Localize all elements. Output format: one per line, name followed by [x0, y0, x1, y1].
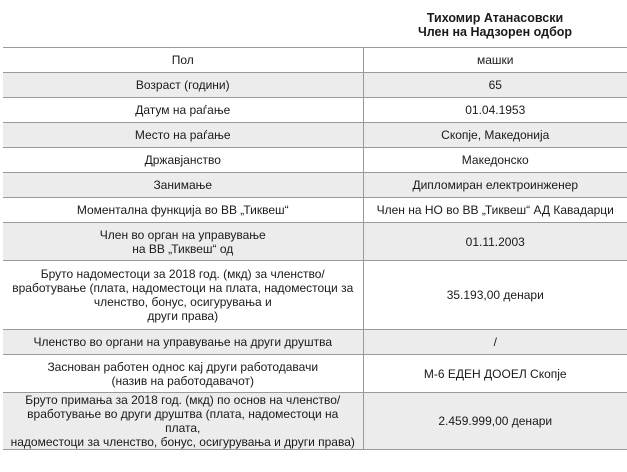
row-label: Занимање — [3, 173, 363, 198]
member-name: Тихомир Атанасовски — [426, 11, 564, 25]
table-row — [3, 48, 627, 73]
row-value: М-6 ЕДЕН ДООЕЛ Скопје — [363, 355, 627, 393]
row-value: машки — [363, 48, 627, 73]
row-value: 65 — [363, 73, 627, 98]
table-row — [3, 355, 627, 393]
table-row — [3, 198, 627, 223]
table-row — [3, 173, 627, 198]
row-label: Бруто примања за 2018 год. (мкд) по основ на членство/ вработување во други друштва (плата, надоместоци на плата, надоместоци за членство, бонус, осигурувања и други права) — [3, 393, 363, 450]
row-label: Членство во органи на управување на други друштва — [3, 330, 363, 355]
row-label: Член во орган на управување на ВВ „Тиквеш“ од — [3, 223, 363, 261]
table-row — [3, 73, 627, 98]
row-label: Место на раѓање — [3, 123, 363, 148]
row-value: / — [363, 330, 627, 355]
row-value: Дипломиран електроинженер — [363, 173, 627, 198]
table-row — [3, 393, 627, 450]
row-value: Член на НО во ВВ „Тиквеш“ АД Кавадарци — [363, 198, 627, 223]
table-row — [3, 123, 627, 148]
row-value: 2.459.999,00 денари — [363, 393, 627, 450]
row-label: Заснован работен однос кај други работодавачи (назив на работодавачот) — [3, 355, 363, 393]
row-value: Македонско — [363, 148, 627, 173]
table-row — [3, 261, 627, 330]
header-empty-cell — [3, 3, 363, 48]
table-row — [3, 330, 627, 355]
table-header-row — [3, 3, 627, 48]
board-member-profile-table — [3, 3, 627, 450]
row-label: Бруто надоместоци за 2018 год. (мкд) за членство/ вработување (плата, надоместоци на плата, надоместоци за членство, бонус, осигурувања и други права) — [3, 261, 363, 330]
row-label: Пол — [3, 48, 363, 73]
row-value: Скопје, Македонија — [363, 123, 627, 148]
table-row — [3, 98, 627, 123]
row-label: Датум на раѓање — [3, 98, 363, 123]
row-label: Моментална функција во ВВ „Тиквеш“ — [3, 198, 363, 223]
profile-table-wrapper — [3, 3, 627, 450]
member-header-cell — [363, 3, 627, 48]
table-row — [3, 223, 627, 261]
row-value: 01.04.1953 — [363, 98, 627, 123]
row-label: Возраст (години) — [3, 73, 363, 98]
row-value: 35.193,00 денари — [363, 261, 627, 330]
row-label: Државјанство — [3, 148, 363, 173]
table-row — [3, 148, 627, 173]
member-position: Член на Надзорен одбор — [417, 25, 573, 39]
row-value: 01.11.2003 — [363, 223, 627, 261]
